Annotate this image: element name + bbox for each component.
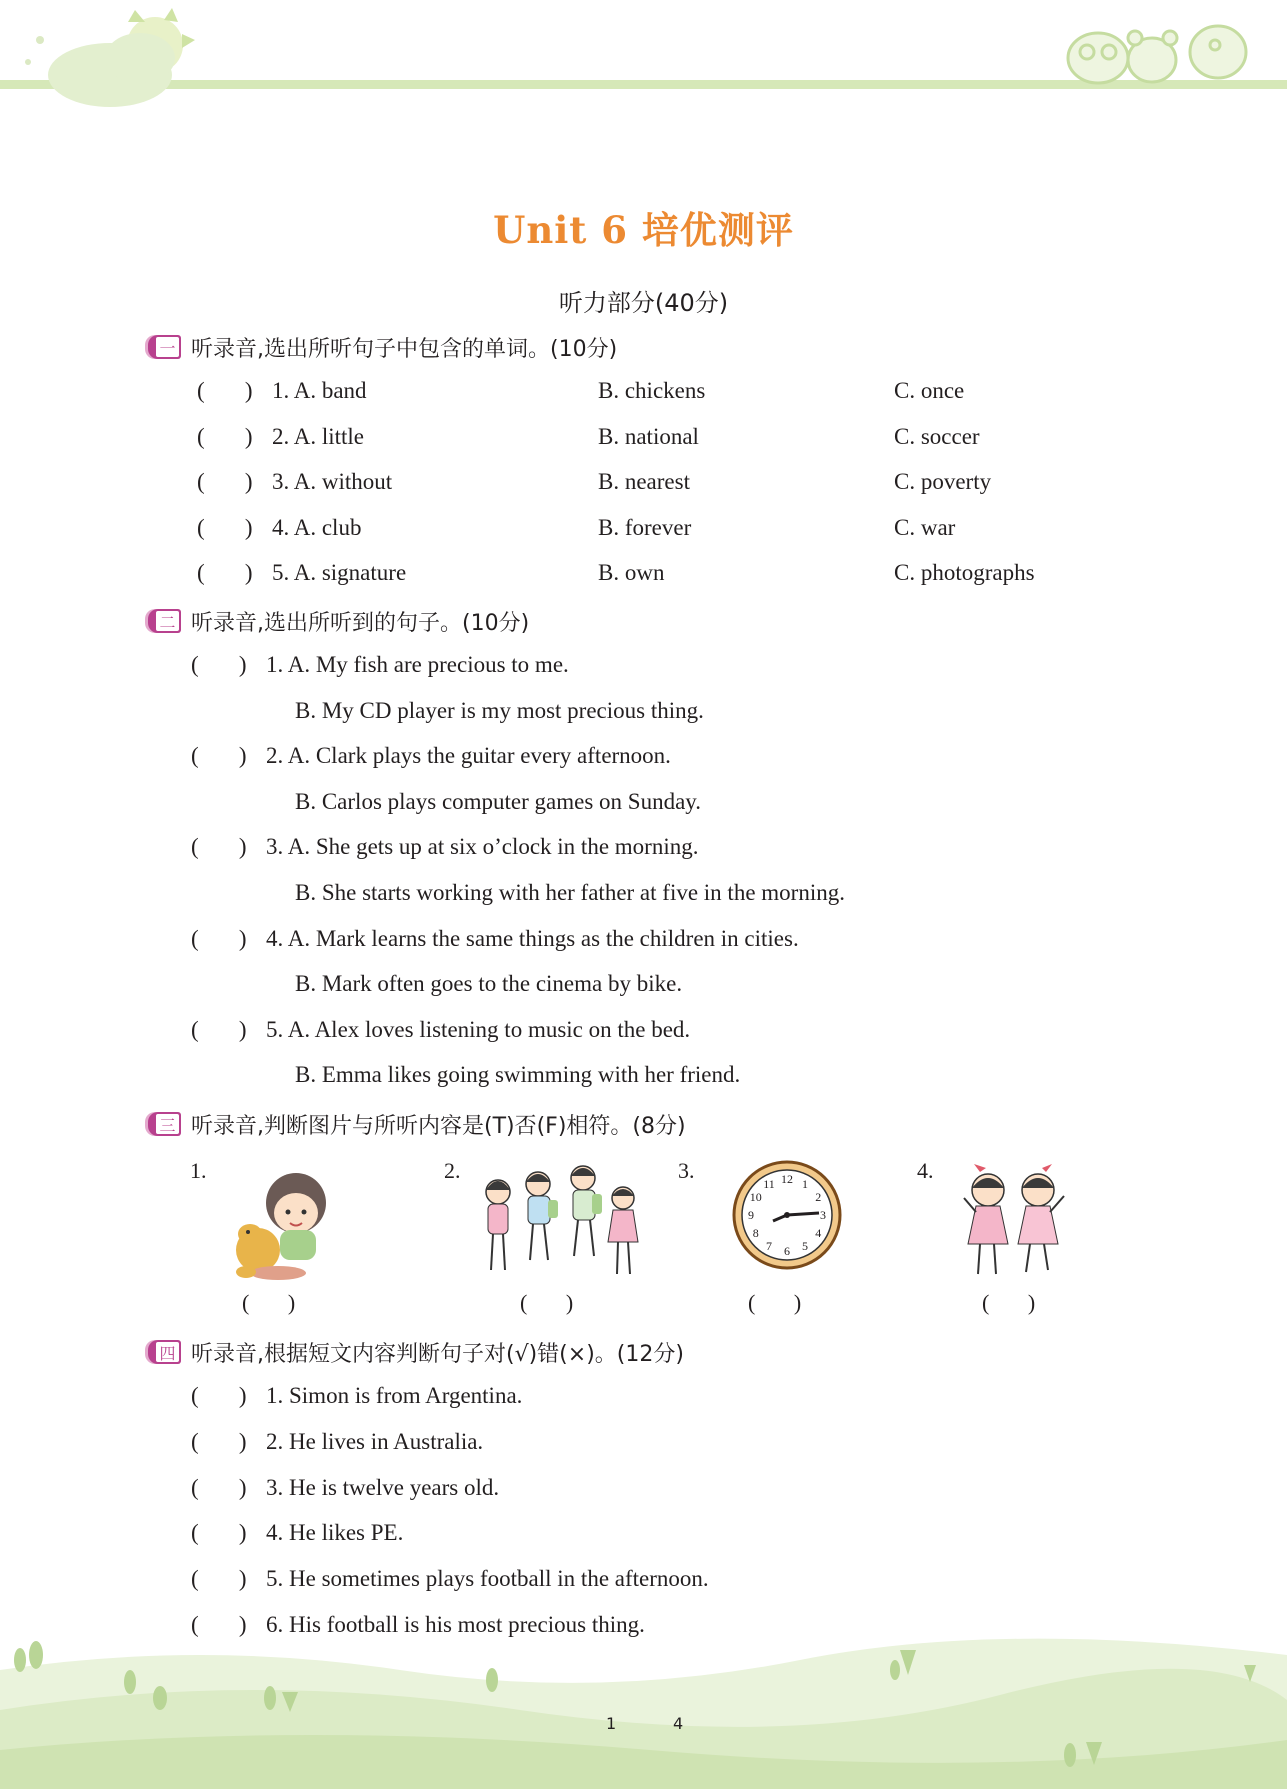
sun-cloud-icon	[25, 8, 195, 107]
statement: 3. He is twelve years old.	[266, 1474, 500, 1500]
section-2-heading	[148, 604, 529, 638]
answer-blank[interactable]: ( )	[191, 1428, 247, 1454]
option-b: B. own	[598, 560, 665, 586]
animal-heads-icon	[1068, 26, 1246, 83]
section-3-heading	[148, 1107, 686, 1141]
page-title: Unit 6 培优测评	[493, 208, 794, 252]
answer-blank[interactable]: ( )	[191, 1612, 247, 1637]
section-1-badge: 一	[148, 335, 181, 359]
top-decoration	[0, 0, 1287, 120]
clock-numeral: 6	[784, 1244, 790, 1258]
answer-blank[interactable]: ( )	[197, 423, 253, 449]
statement: 5. He sometimes plays football in the afternoon.	[266, 1566, 709, 1592]
option-b: B. forever	[598, 514, 692, 540]
boy-with-dog-icon	[228, 1168, 333, 1283]
picture-1-number: 1.	[190, 1158, 207, 1183]
clock-numeral: 1	[802, 1176, 808, 1191]
picture-3-number: 3.	[678, 1158, 695, 1183]
section-4-badge: 四	[148, 1340, 181, 1364]
answer-blank[interactable]: ( )	[191, 834, 247, 860]
section-4-heading	[148, 1335, 684, 1369]
answer-blank[interactable]: ( )	[191, 1520, 247, 1546]
option-b: B. chickens	[598, 378, 706, 403]
clock-numeral: 12	[781, 1172, 793, 1186]
answer-blank[interactable]: ( )	[748, 1290, 802, 1315]
answer-blank[interactable]: ( )	[191, 1566, 247, 1592]
answer-blank[interactable]: ( )	[191, 743, 247, 769]
option-a: 2. A. little	[272, 423, 364, 449]
bottom-decoration	[0, 1600, 1287, 1789]
statement: 2. He lives in Australia.	[266, 1428, 484, 1454]
sentence-a: 1. A. My fish are precious to me.	[266, 652, 569, 677]
option-a: 4. A. club	[272, 514, 362, 540]
answer-blank[interactable]: ( )	[197, 469, 253, 495]
sentence-a: 2. A. Clark plays the guitar every afternoon.	[266, 743, 671, 769]
clock-icon	[732, 1160, 842, 1270]
sentence-b: B. Carlos plays computer games on Sunday.	[295, 788, 702, 814]
answer-blank[interactable]: ( )	[197, 560, 253, 586]
answer-blank[interactable]: ( )	[191, 1474, 247, 1500]
section-3-badge: 三	[148, 1112, 181, 1136]
answer-blank[interactable]: ( )	[191, 925, 247, 951]
option-c: C. photographs	[894, 560, 1035, 586]
picture-2-number: 2.	[444, 1158, 461, 1183]
option-a: 1. A. band	[272, 378, 367, 403]
option-a: 3. A. without	[272, 469, 393, 495]
option-a: 5. A. signature	[272, 560, 407, 586]
page-number-right: 4	[673, 1714, 684, 1733]
sentence-a: 5. A. Alex loves listening to music on the bed.	[266, 1016, 691, 1042]
answer-blank[interactable]: ( )	[191, 1383, 247, 1408]
section-1-heading	[148, 330, 617, 364]
picture-4-number: 4.	[917, 1158, 934, 1183]
section-3-heading-text: 听录音,判断图片与所听内容是(T)否(F)相符。(8分)	[191, 1113, 686, 1139]
clock-numeral: 9	[748, 1208, 754, 1222]
clock-numeral: 5	[802, 1239, 808, 1254]
sentence-b: B. Emma likes going swimming with her friend.	[295, 1062, 741, 1088]
clock-numeral: 8	[752, 1226, 759, 1240]
section-2-badge: 二	[148, 609, 181, 633]
section-2-heading-text: 听录音,选出所听到的句子。(10分)	[191, 610, 530, 636]
four-children-icon	[478, 1162, 643, 1282]
answer-blank[interactable]: ( )	[242, 1290, 296, 1315]
option-b: B. nearest	[598, 469, 690, 495]
option-c: C. once	[894, 378, 965, 403]
answer-blank[interactable]: ( )	[191, 1016, 247, 1042]
clock-numeral: 11	[763, 1176, 775, 1191]
section-1-heading-text: 听录音,选出所听句子中包含的单词。(10分)	[191, 336, 618, 362]
option-c: C. poverty	[894, 469, 992, 495]
clock-numeral: 7	[766, 1239, 772, 1254]
section-4-heading-text: 听录音,根据短文内容判断句子对(√)错(×)。(12分)	[191, 1341, 684, 1367]
sentence-a: 3. A. She gets up at six o’clock in the morning.	[266, 834, 699, 860]
clock-numeral: 3	[820, 1208, 826, 1222]
sentence-b: B. My CD player is my most precious thing.	[295, 697, 704, 723]
page-subtitle: 听力部分(40分)	[558, 289, 729, 317]
statement: 6. His football is his most precious thing.	[266, 1612, 645, 1637]
sentence-b: B. She starts working with her father at five in the morning.	[295, 880, 845, 905]
statement: 1. Simon is from Argentina.	[266, 1383, 523, 1408]
answer-blank[interactable]: ( )	[982, 1290, 1036, 1315]
two-girls-icon	[950, 1160, 1075, 1280]
clock-numeral: 4	[815, 1226, 822, 1240]
option-b: B. national	[598, 423, 699, 449]
statement: 4. He likes PE.	[266, 1520, 404, 1546]
option-c: C. war	[894, 514, 956, 540]
answer-blank[interactable]: ( )	[197, 378, 253, 403]
clock-numeral: 2	[815, 1190, 822, 1204]
sentence-a: 4. A. Mark learns the same things as the children in cities.	[266, 925, 799, 951]
clock-numeral: 10	[749, 1190, 762, 1204]
answer-blank[interactable]: ( )	[191, 652, 247, 677]
answer-blank[interactable]: ( )	[520, 1290, 574, 1315]
page-number-left: 1	[606, 1714, 617, 1733]
sentence-b: B. Mark often goes to the cinema by bike.	[295, 971, 683, 997]
option-c: C. soccer	[894, 423, 980, 449]
answer-blank[interactable]: ( )	[197, 514, 253, 540]
